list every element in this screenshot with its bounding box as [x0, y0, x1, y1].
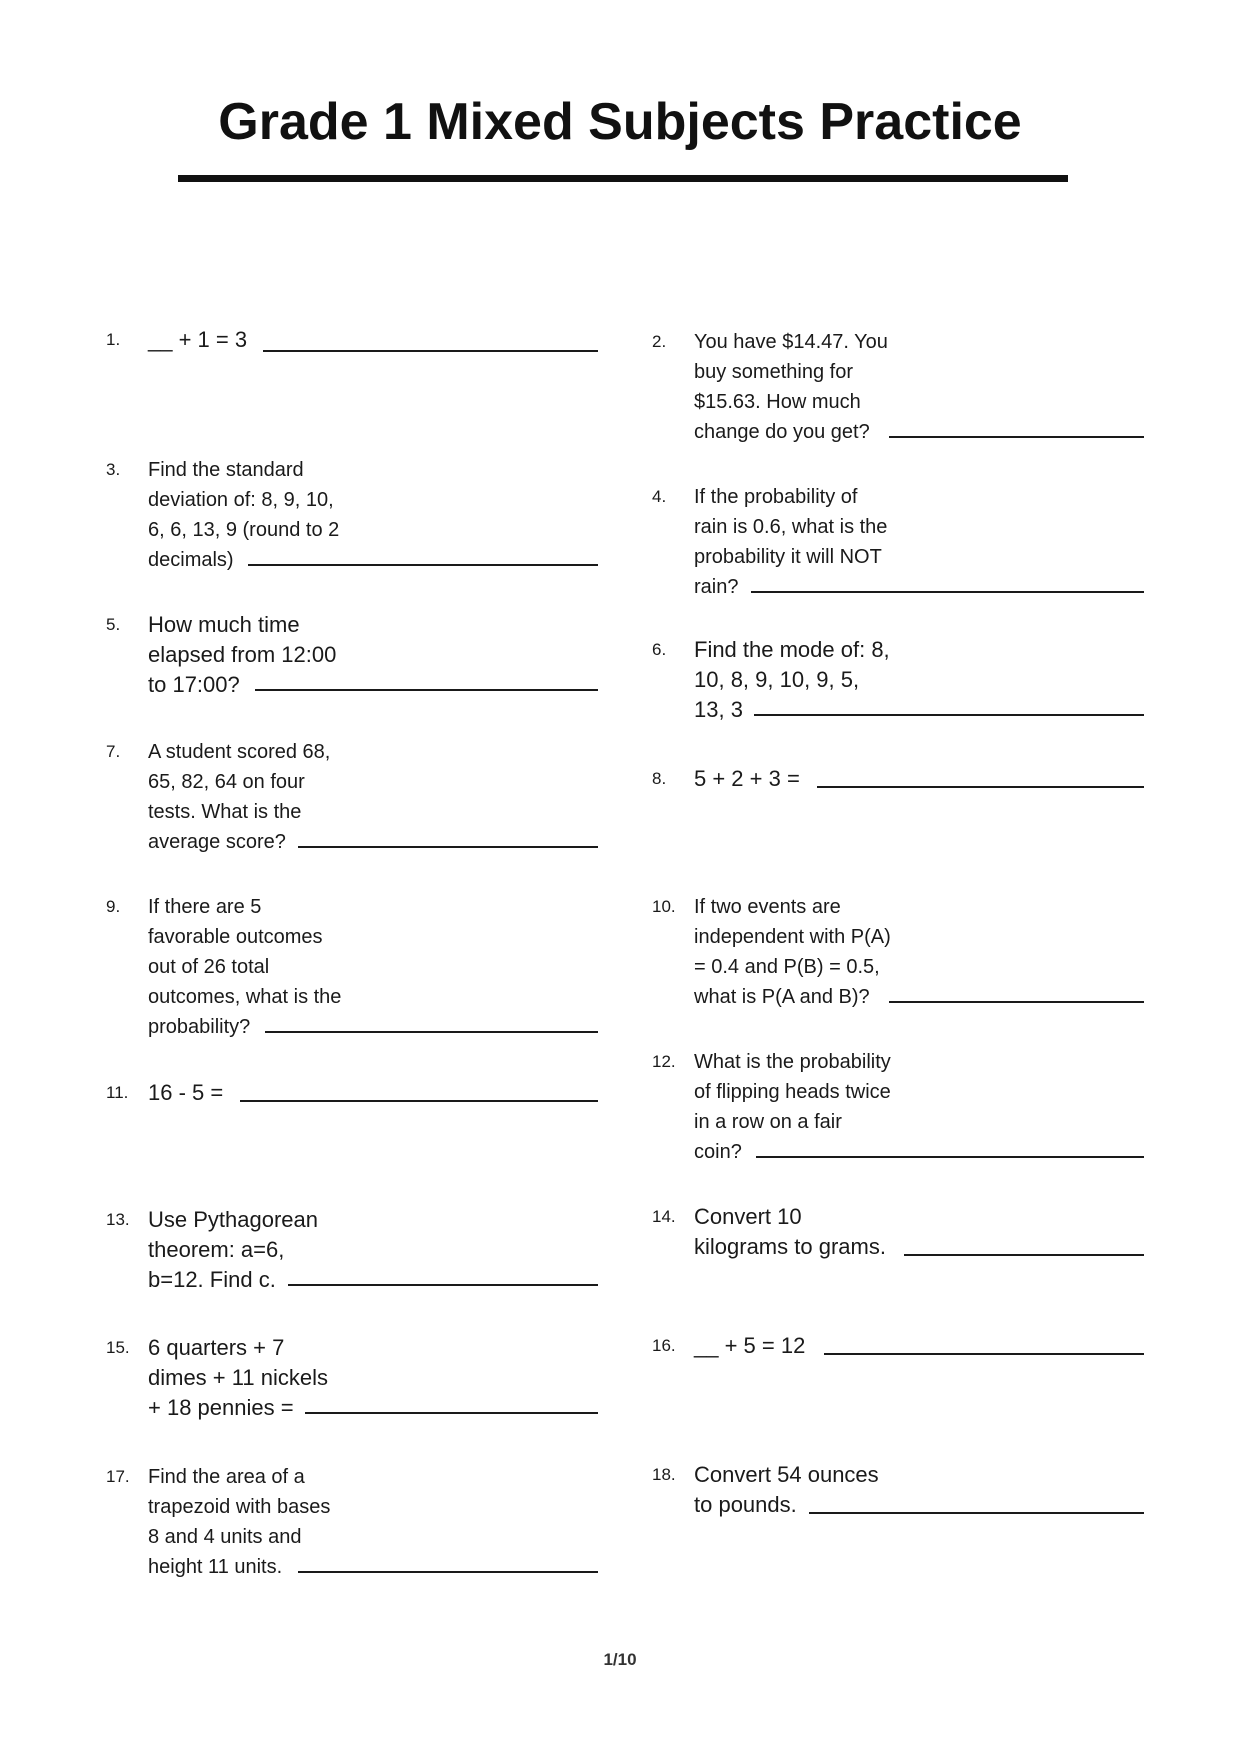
answer-line[interactable]	[904, 1254, 1144, 1256]
question-number: 11.	[106, 1083, 129, 1102]
answer-line[interactable]	[265, 1031, 598, 1033]
question-number: 1.	[106, 330, 121, 349]
answer-line[interactable]	[889, 436, 1144, 438]
question-number: 12.	[652, 1052, 676, 1071]
answer-line[interactable]	[305, 1412, 598, 1414]
answer-line[interactable]	[824, 1353, 1144, 1355]
question-text: Use Pythagorean theorem: a=6, b=12. Find c.	[148, 1207, 318, 1292]
answer-line[interactable]	[298, 1571, 598, 1573]
question-number: 4.	[652, 487, 667, 506]
page-number: 1/10	[603, 1650, 637, 1669]
question-number: 8.	[652, 769, 667, 788]
page-title: Grade 1 Mixed Subjects Practice	[218, 93, 1022, 151]
question-text: If two events are independent with P(A) = 0.4 and P(B) = 0.5, what is P(A and B)?	[694, 896, 891, 1008]
question-number: 3.	[106, 460, 121, 479]
question-text: You have $14.47. You buy something for $15.63. How much change do you get?	[694, 331, 888, 443]
question-text: A student scored 68, 65, 82, 64 on four tests. What is the average score?	[148, 741, 331, 853]
answer-line[interactable]	[240, 1100, 598, 1102]
question-text: 5 + 2 + 3 =	[694, 766, 800, 791]
question-text: Convert 54 ounces to pounds.	[694, 1462, 879, 1517]
question-number: 9.	[106, 897, 121, 916]
question-number: 2.	[652, 332, 667, 351]
question-text: What is the probability of flipping heads twice in a row on a fair coin?	[694, 1051, 891, 1163]
question-number: 7.	[106, 742, 121, 761]
question-text: Find the area of a trapezoid with bases 8 and 4 units and height 11 units.	[148, 1466, 331, 1578]
question-text: How much time elapsed from 12:00 to 17:00?	[148, 612, 337, 697]
answer-line[interactable]	[809, 1512, 1144, 1514]
question-text: __ + 1 = 3	[148, 327, 248, 352]
answer-line[interactable]	[255, 689, 598, 691]
question-text: 6 quarters + 7 dimes + 11 nickels + 18 pennies =	[148, 1335, 328, 1420]
question-text: 16 - 5 =	[148, 1080, 224, 1105]
question-number: 16.	[652, 1336, 676, 1355]
question-text: Find the mode of: 8, 10, 8, 9, 10, 9, 5, 13, 3	[694, 637, 890, 722]
answer-line[interactable]	[817, 786, 1144, 788]
question-number: 15.	[106, 1338, 130, 1357]
answer-line[interactable]	[756, 1156, 1144, 1158]
title-divider	[178, 175, 1068, 182]
question-number: 17.	[106, 1467, 130, 1486]
answer-line[interactable]	[248, 564, 598, 566]
question-number: 5.	[106, 615, 121, 634]
question-number: 14.	[652, 1207, 676, 1226]
question-number: 6.	[652, 640, 667, 659]
question-number: 18.	[652, 1465, 676, 1484]
question-number: 13.	[106, 1210, 130, 1229]
question-text: If there are 5 favorable outcomes out of 26 total outcomes, what is the probability?	[148, 896, 342, 1038]
answer-line[interactable]	[889, 1001, 1144, 1003]
answer-line[interactable]	[263, 350, 598, 352]
question-text: Find the standard deviation of: 8, 9, 10, 6, 6, 13, 9 (round to 2 decimals)	[148, 459, 340, 571]
answer-line[interactable]	[754, 714, 1144, 716]
question-number: 10.	[652, 897, 676, 916]
answer-line[interactable]	[298, 846, 598, 848]
question-text: If the probability of rain is 0.6, what is the probability it will NOT rain?	[694, 486, 888, 598]
question-text: Convert 10 kilograms to grams.	[694, 1204, 886, 1259]
question-text: __ + 5 = 12	[694, 1333, 806, 1358]
answer-line[interactable]	[751, 591, 1144, 593]
answer-line[interactable]	[288, 1284, 598, 1286]
